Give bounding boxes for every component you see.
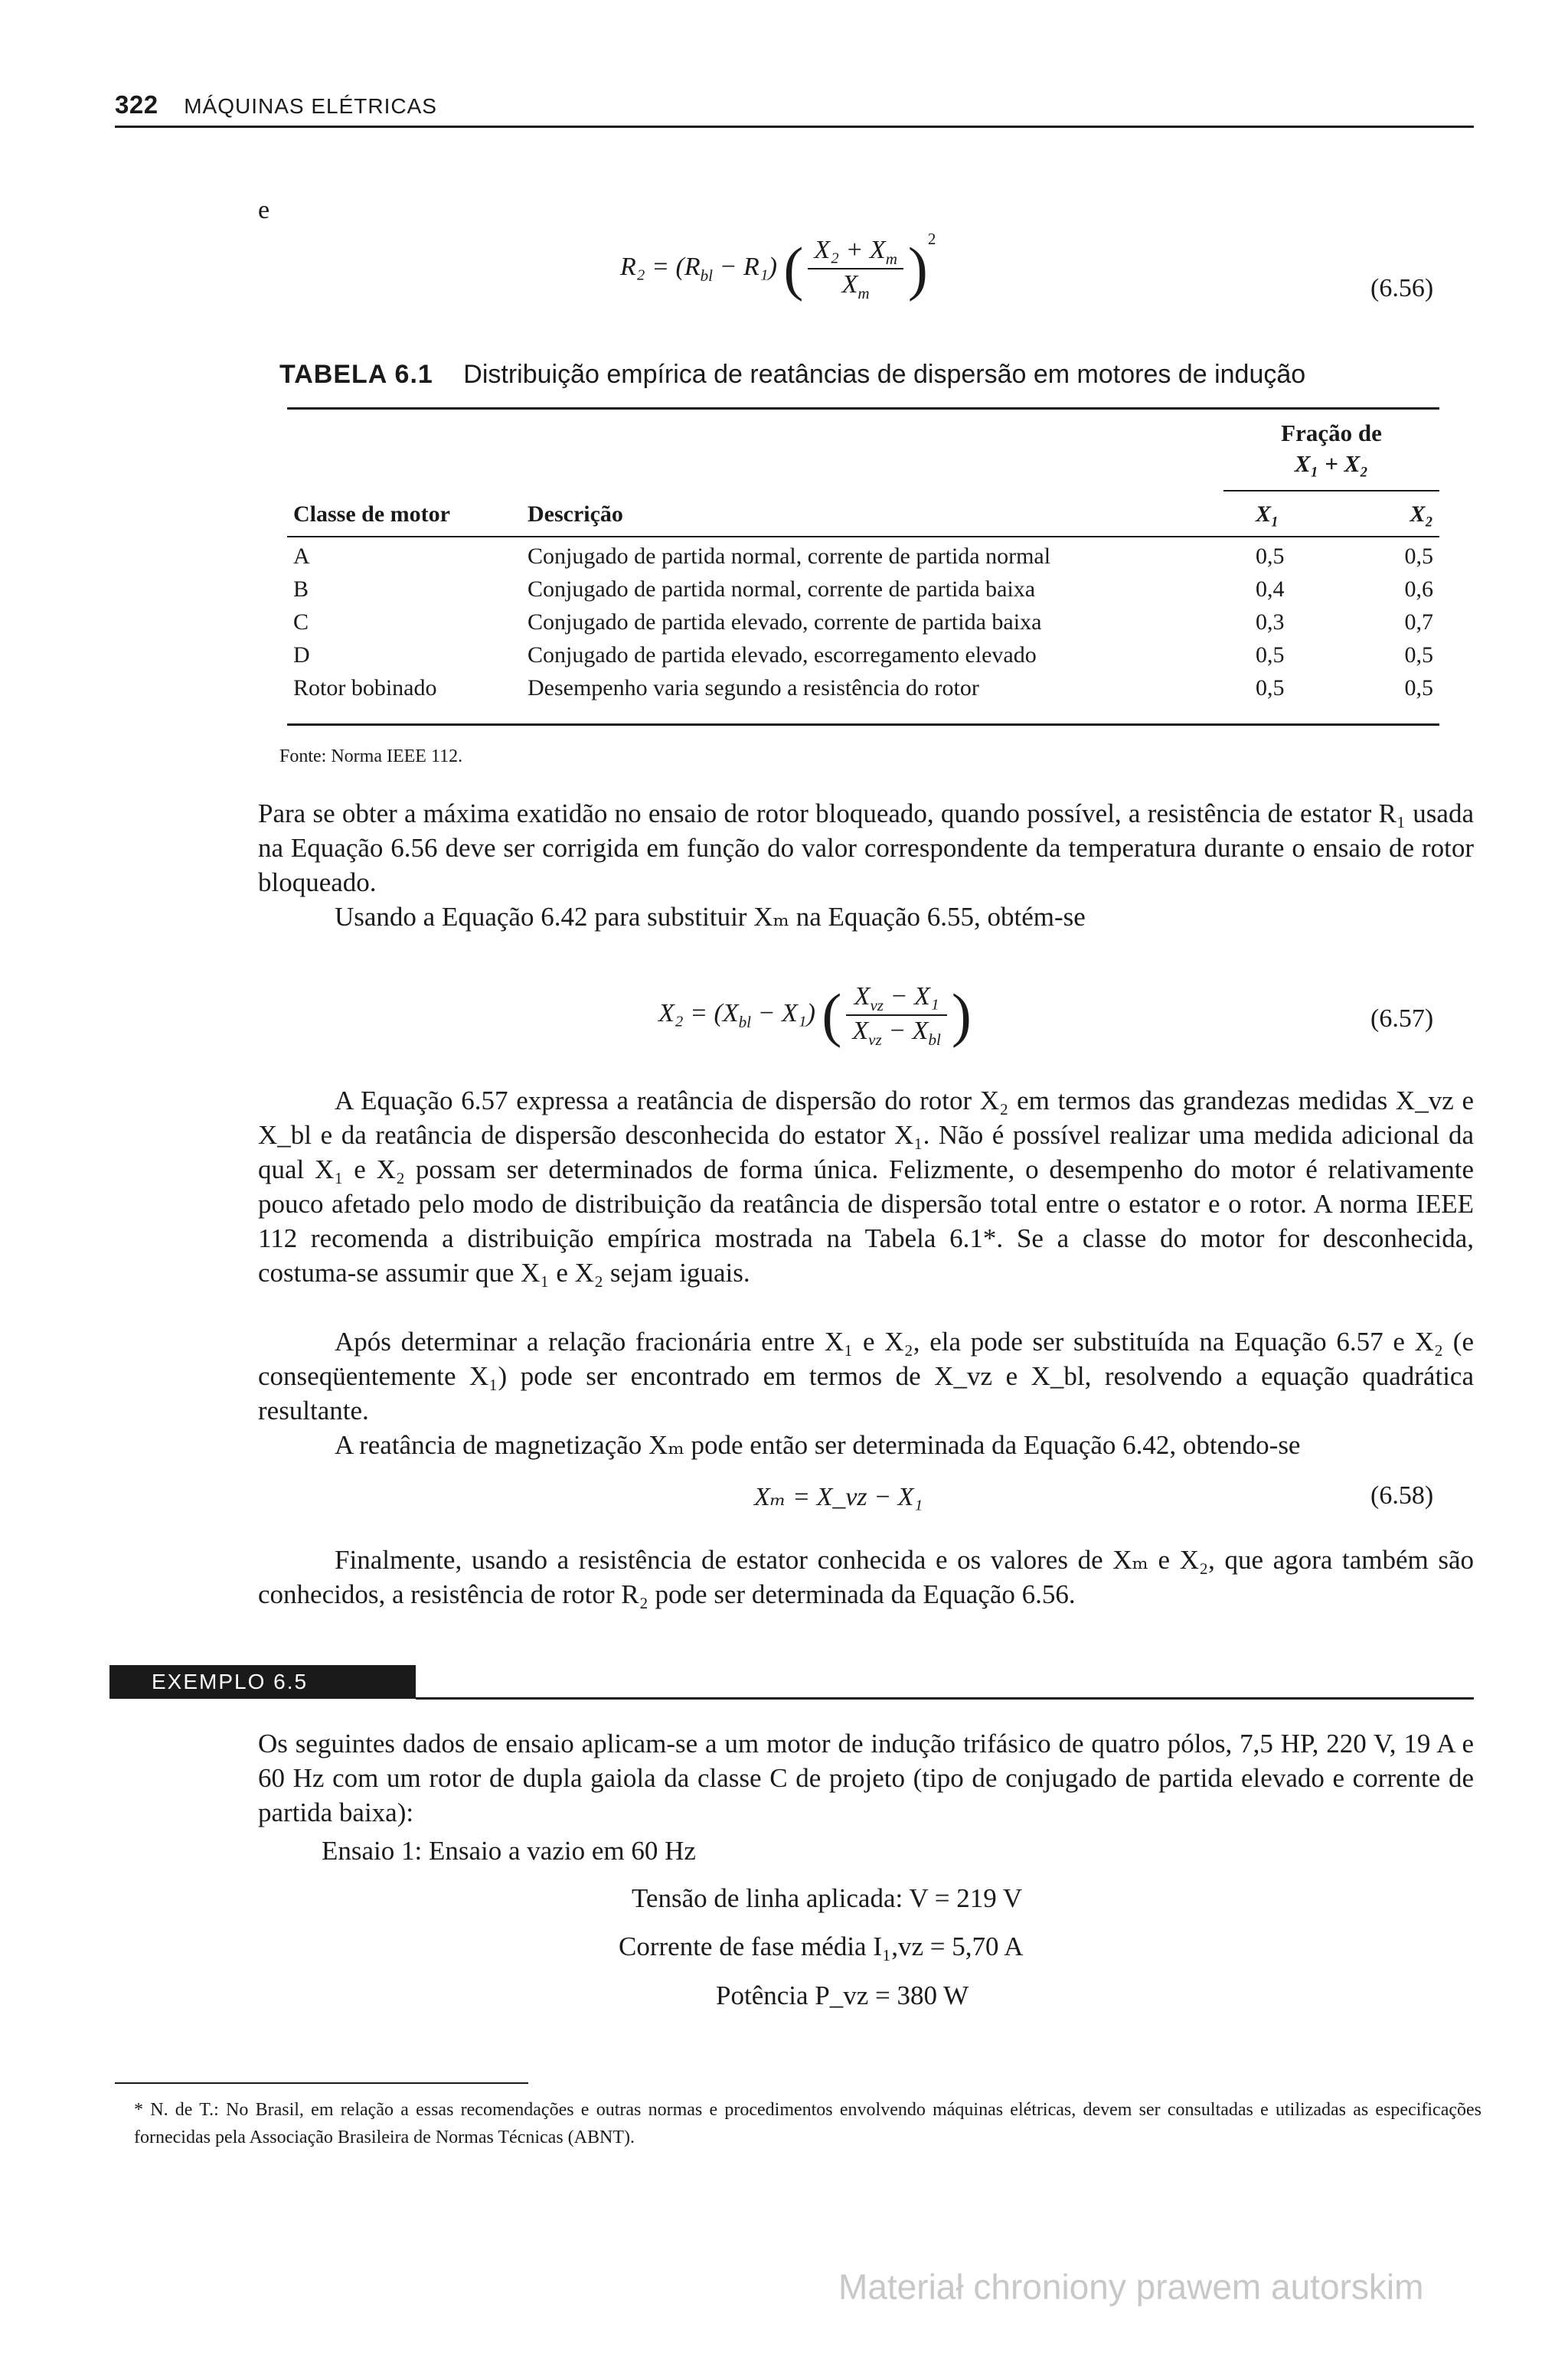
equation-number-6-58: (6.58) xyxy=(1370,1481,1434,1510)
table-row xyxy=(287,638,1439,671)
example-line-power: Potência P_vz = 380 W xyxy=(716,1981,969,2010)
page-number: 322 xyxy=(115,90,158,119)
equation-number-6-57: (6.57) xyxy=(1370,1004,1434,1033)
example-rule xyxy=(416,1697,1474,1700)
running-title: MÁQUINAS ELÉTRICAS xyxy=(184,94,437,118)
eq656-denominator: X xyxy=(841,270,858,299)
col-x2-header: X₂ xyxy=(1410,501,1433,527)
cell-class: Rotor bobinado xyxy=(293,675,437,700)
header-rule xyxy=(115,126,1474,128)
paragraph-6: Finalmente, usando a resistência de estator conhecida e os valores de Xₘ e X₂, que agora também são conhecidos, a resistência de rotor R₂ pode ser determinada da Equação 6.56. xyxy=(258,1545,1474,1609)
cell-class: D xyxy=(293,642,310,668)
running-head xyxy=(115,90,437,119)
eq656-exponent: 2 xyxy=(927,230,936,248)
cell-x2: 0,5 xyxy=(1404,642,1433,668)
table-header-row xyxy=(287,498,1439,531)
cell-x1: 0,3 xyxy=(1256,609,1285,635)
cell-x2: 0,5 xyxy=(1404,544,1433,569)
eq657-lhs-sub: bl xyxy=(738,1012,752,1031)
table-caption xyxy=(279,360,1305,390)
eq657-lhs: X₂ = (X xyxy=(658,998,739,1027)
footnote-rule xyxy=(115,2082,528,2084)
table-top-rule xyxy=(287,407,1439,410)
example-test-title: Ensaio 1: Ensaio a vazio em 60 Hz xyxy=(322,1836,696,1866)
connector-text: e xyxy=(258,196,270,224)
cell-class: A xyxy=(293,544,310,569)
cell-x2: 0,5 xyxy=(1404,675,1433,700)
eq656-denominator-sub: m xyxy=(858,284,870,302)
cell-class: B xyxy=(293,576,309,602)
eq657-lhs-tail: − X₁) xyxy=(751,998,815,1027)
eq656-numerator: X₂ + X xyxy=(814,236,886,265)
equation-6-57: $X_2 = (X_{bl} - X_1)$ ( $\frac{X_{vz} - X_1}{X_{vz} - X_{bl}}$ ) xyxy=(658,981,972,1049)
table-bottom-rule xyxy=(287,723,1439,726)
table-group-header xyxy=(1223,418,1439,479)
equation-6-58: Xₘ = X_vz − X₁ xyxy=(754,1483,923,1511)
cell-x1: 0,5 xyxy=(1256,544,1285,569)
group-header-line2: X₁ + X₂ xyxy=(1294,450,1369,477)
cell-class: C xyxy=(293,609,309,635)
eq657-den: X xyxy=(852,1017,869,1046)
table-row xyxy=(287,606,1439,638)
col-desc-header: Descrição xyxy=(528,501,623,527)
eq657-num: X xyxy=(854,982,871,1011)
paragraph-4: Após determinar a relação fracionária entre X₁ e X₂, ela pode ser substituída na Equação 6.57 e X₂ (e conseqüentemente X₁) pode ser encontrado em termos de X_vz e X_bl, resolvendo a equação quadrática resultante. xyxy=(258,1327,1474,1425)
table-label: TABELA 6.1 xyxy=(279,360,433,389)
group-header-line1: Fração de xyxy=(1281,420,1382,446)
paragraph-1: Para se obter a máxima exatidão no ensaio de rotor bloqueado, quando possível, a resistência de estator R₁ usada na Equação 6.56 deve ser corrigida em função do valor correspondente da temperatura durante o ensaio de rotor bloqueado. xyxy=(258,798,1474,897)
cell-desc: Conjugado de partida elevado, corrente de partida baixa xyxy=(528,609,1042,635)
paragraph-2: Usando a Equação 6.42 para substituir Xₘ na Equação 6.55, obtém-se xyxy=(335,902,1086,932)
equation-number-6-56: (6.56) xyxy=(1370,274,1434,302)
example-line-voltage: Tensão de linha aplicada: V = 219 V xyxy=(632,1883,1023,1913)
cell-x2: 0,6 xyxy=(1404,576,1433,602)
paragraph-3: A Equação 6.57 expressa a reatância de dispersão do rotor X₂ em termos das grandezas medidas X_vz e X_bl e da reatância de dispersão desconhecida do estator X₁. Não é possível realizar uma medida adicional da qual X₁ e X₂ possam ser determinados de forma única. Felizmente, o desempenho do motor é relativamente pouco afetado pelo modo de distribuição da reatância de dispersão total entre o estator e o rotor. A norma IEEE 112 recomenda a distribuição empírica mostrada na Tabela 6.1*. Se a classe do motor for desconhecida, costuma-se assumir que X₁ e X₂ sejam iguais. xyxy=(258,1086,1474,1288)
table-row xyxy=(287,671,1439,704)
example-intro: Os seguintes dados de ensaio aplicam-se a um motor de indução trifásico de quatro pólos, 7,5 HP, 220 V, 19 A e 60 Hz com um rotor de dupla gaiola da classe C de projeto (tipo de conjugado de partida elevado e corrente de partida baixa): xyxy=(258,1729,1474,1827)
eq656-numerator-sub: m xyxy=(885,249,897,268)
paragraph-5: A reatância de magnetização Xₘ pode então ser determinada da Equação 6.42, obtendo-se xyxy=(335,1430,1301,1460)
example-line-current: Corrente de fase média I₁,vz = 5,70 A xyxy=(619,1932,1024,1961)
eq657-den-sub2: bl xyxy=(928,1030,941,1049)
table-caption-text: Distribuição empírica de reatâncias de dispersão em motores de indução xyxy=(463,360,1306,389)
cell-x1: 0,4 xyxy=(1256,576,1285,602)
cell-desc: Conjugado de partida elevado, escorregamento elevado xyxy=(528,642,1037,668)
example-label: EXEMPLO 6.5 xyxy=(109,1665,416,1699)
reactance-table xyxy=(287,498,1439,704)
eq656-lhs-sub: bl xyxy=(700,266,714,285)
table-row xyxy=(287,540,1439,573)
eq657-num-tail: − X₁ xyxy=(884,982,939,1011)
table-group-rule xyxy=(1223,490,1439,491)
equation-6-56: $R_2 = (R_{bl} - R_1)$ ( $\frac{X_2 + X_m}{X_m}$ )$^2$ xyxy=(620,230,936,302)
cell-x1: 0,5 xyxy=(1256,675,1285,700)
footnote: * N. de T.: No Brasil, em relação a essas recomendações e outras normas e procedimentos envolvendo máquinas elétricas, devem ser consultadas e utilizadas as especificações fornecidas pela Associação Brasileira de Normas Técnicas (ABNT). xyxy=(134,2100,1481,2147)
cell-desc: Conjugado de partida normal, corrente de partida normal xyxy=(528,544,1051,569)
col-x1-header: X₁ xyxy=(1256,501,1279,527)
eq656-lhs: R₂ = (R xyxy=(620,253,701,281)
cell-desc: Conjugado de partida normal, corrente de partida baixa xyxy=(528,576,1036,602)
eq657-den-mid: − X xyxy=(881,1017,929,1046)
table-source: Fonte: Norma IEEE 112. xyxy=(279,746,463,766)
cell-x2: 0,7 xyxy=(1404,609,1433,635)
cell-desc: Desempenho varia segundo a resistência do rotor xyxy=(528,675,979,700)
watermark: Materiał chroniony prawem autorskim xyxy=(838,2267,1424,2307)
cell-x1: 0,5 xyxy=(1256,642,1285,668)
eq656-lhs-tail: − R₁) xyxy=(713,253,777,281)
eq657-num-sub: vz xyxy=(870,995,884,1014)
table-row xyxy=(287,573,1439,606)
eq657-den-sub: vz xyxy=(868,1030,882,1049)
col-class-header: Classe de motor xyxy=(293,501,450,527)
